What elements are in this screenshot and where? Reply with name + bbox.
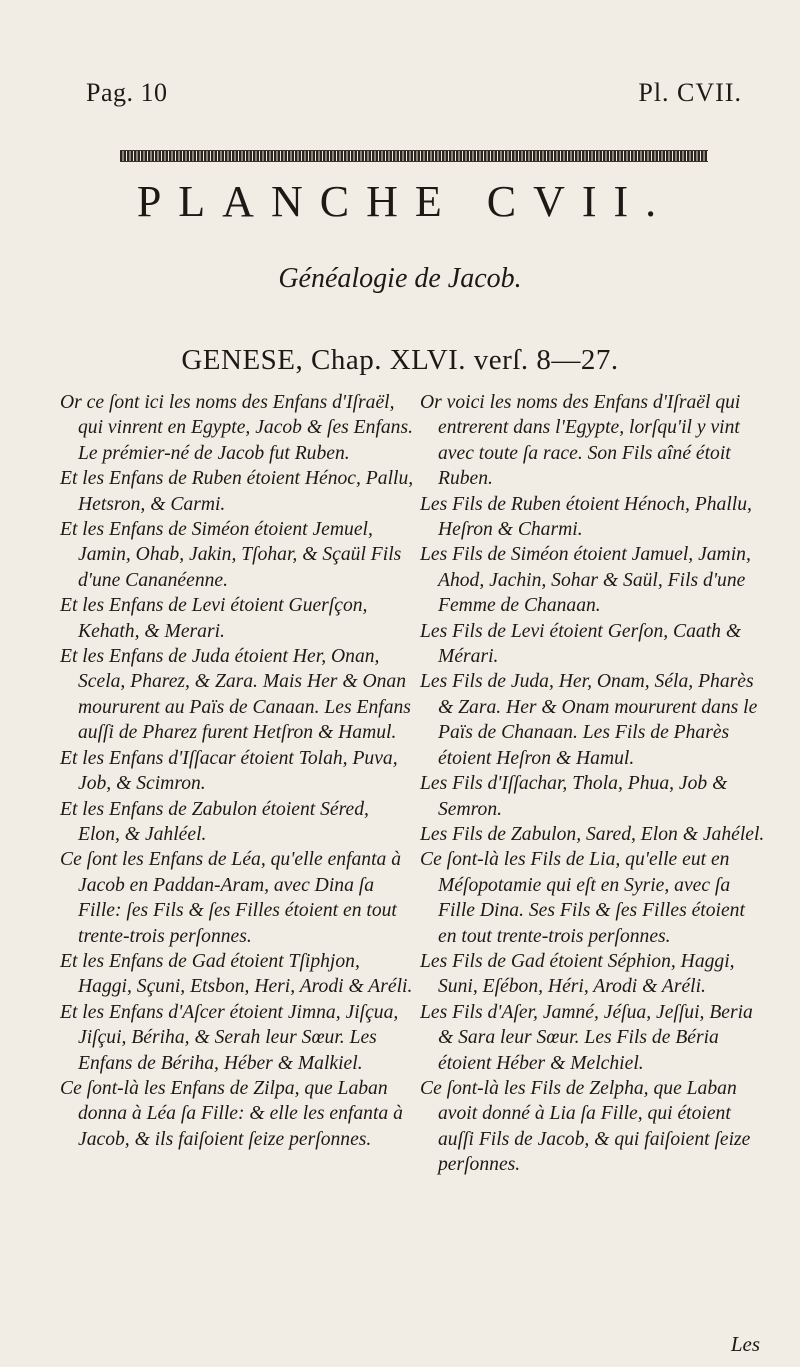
left-paragraph: Et les Enfans de Ruben étoient Hénoc, Pallu, Hetsron, & Carmi. xyxy=(60,468,414,515)
plate-title: PLANCHE CVII. xyxy=(136,177,674,226)
left-paragraph: Et les Enfans de Siméon étoient Jemuel, Jamin, Ohab, Jakin, Tſohar, & Sçaül Fils d'une Cananéenne. xyxy=(60,519,402,591)
left-paragraph: Ce ſont-là les Enfans de Zilpa, que Laban donna à Léa ſa Fille: & elle les enfanta à Jacob, & ils faiſoient ſeize perſonnes. xyxy=(60,1077,403,1150)
catchword: Les xyxy=(730,1332,760,1356)
right-paragraph: Or voici les noms des Enfans d'Iſraël qui entrerent dans l'Egypte, lorſqu'il y vint avec toute ſa race. Son Fils aîné étoit Ruben. xyxy=(420,392,741,490)
left-paragraph: Et les Enfans de Juda étoient Her, Onan, Scela, Pharez, & Zara. Mais Her & Onan moururent au Païs de Canaan. Les Enfans auſſi de Pharez furent Hetſron & Hamul. xyxy=(60,646,411,744)
left-paragraph: Et les Enfans d'Iſſacar étoient Tolah, Puva, Job, & Scimron. xyxy=(60,747,398,795)
right-paragraph: Les Fils d'Aſer, Jamné, Jéſua, Jeſſui, Beria & Sara leur Sœur. Les Fils de Béria étoient Héber & Melchiel. xyxy=(420,1001,753,1074)
ornament-band xyxy=(120,150,708,162)
left-column-text xyxy=(60,390,414,1152)
right-column-text xyxy=(420,390,765,1178)
right-paragraph: Les Fils de Levi étoient Gerſon, Caath & Mérari. xyxy=(420,620,742,668)
left-paragraph: Et les Enfans de Levi étoient Guerſçon, Kehath, & Merari. xyxy=(60,595,368,642)
right-paragraph: Les Fils de Juda, Her, Onam, Séla, Pharès & Zara. Her & Onam moururent dans le Païs de Chanaan. Les Fils de Pharès étoient Heſron & Hamul. xyxy=(420,671,758,769)
right-paragraph: Ce ſont-là les Fils de Zelpha, que Laban avoit donné à Lia ſa Fille, qui étoient auſſi Fils de Jacob, & qui faiſoient ſeize perſonnes. xyxy=(420,1077,751,1176)
left-paragraph: Or ce ſont ici les noms des Enfans d'Iſraël, qui vinrent en Egypte, Jacob & ſes Enfans. Le prémier-né de Jacob fut Ruben. xyxy=(60,392,414,464)
plate-number: Pl. CVII. xyxy=(638,78,742,107)
left-paragraph: Et les Enfans de Gad étoient Tſiphjon, Haggi, Sçuni, Etsbon, Heri, Arodi & Aréli. xyxy=(60,950,413,998)
right-paragraph: Les Fils de Zabulon, Sared, Elon & Jahélel. xyxy=(420,823,765,845)
left-paragraph: Et les Enfans d'Aſcer étoient Jimna, Jiſçua, Jiſçui, Bériha, & Serah leur Sœur. Les Enfans de Bériha, Héber & Malkiel. xyxy=(60,1001,399,1074)
bible-reference: GENESE, Chap. XLVI. verſ. 8—27. xyxy=(181,344,619,376)
page-number: Pag. 10 xyxy=(86,78,168,107)
right-paragraph: Les Fils de Ruben étoient Hénoch, Phallu, Heſron & Charmi. xyxy=(420,493,752,541)
page-header xyxy=(0,78,800,118)
left-paragraph: Et les Enfans de Zabulon étoient Séred, Elon, & Jahléel. xyxy=(60,798,369,845)
subtitle: Généalogie de Jacob. xyxy=(278,263,522,294)
right-paragraph: Les Fils de Gad étoient Séphion, Haggi, Suni, Eſébon, Héri, Arodi & Aréli. xyxy=(420,950,735,998)
right-paragraph: Les Fils de Siméon étoient Jamuel, Jamin, Ahod, Jachin, Sohar & Saül, Fils d'une Femme de Chanaan. xyxy=(420,544,751,617)
right-paragraph: Les Fils d'Iſſachar, Thola, Phua, Job & Semron. xyxy=(420,773,728,820)
left-paragraph: Ce ſont les Enfans de Léa, qu'elle enfanta à Jacob en Paddan-Aram, avec Dina ſa Fille: ſes Fils & ſes Filles étoient en tout trente-trois perſonnes. xyxy=(60,849,402,947)
right-paragraph: Ce ſont-là les Fils de Lia, qu'elle eut en Méſopotamie qui eſt en Syrie, avec ſa Fille Dina. Ses Fils & ſes Filles étoient en tout trente-trois perſonnes. xyxy=(420,849,745,947)
